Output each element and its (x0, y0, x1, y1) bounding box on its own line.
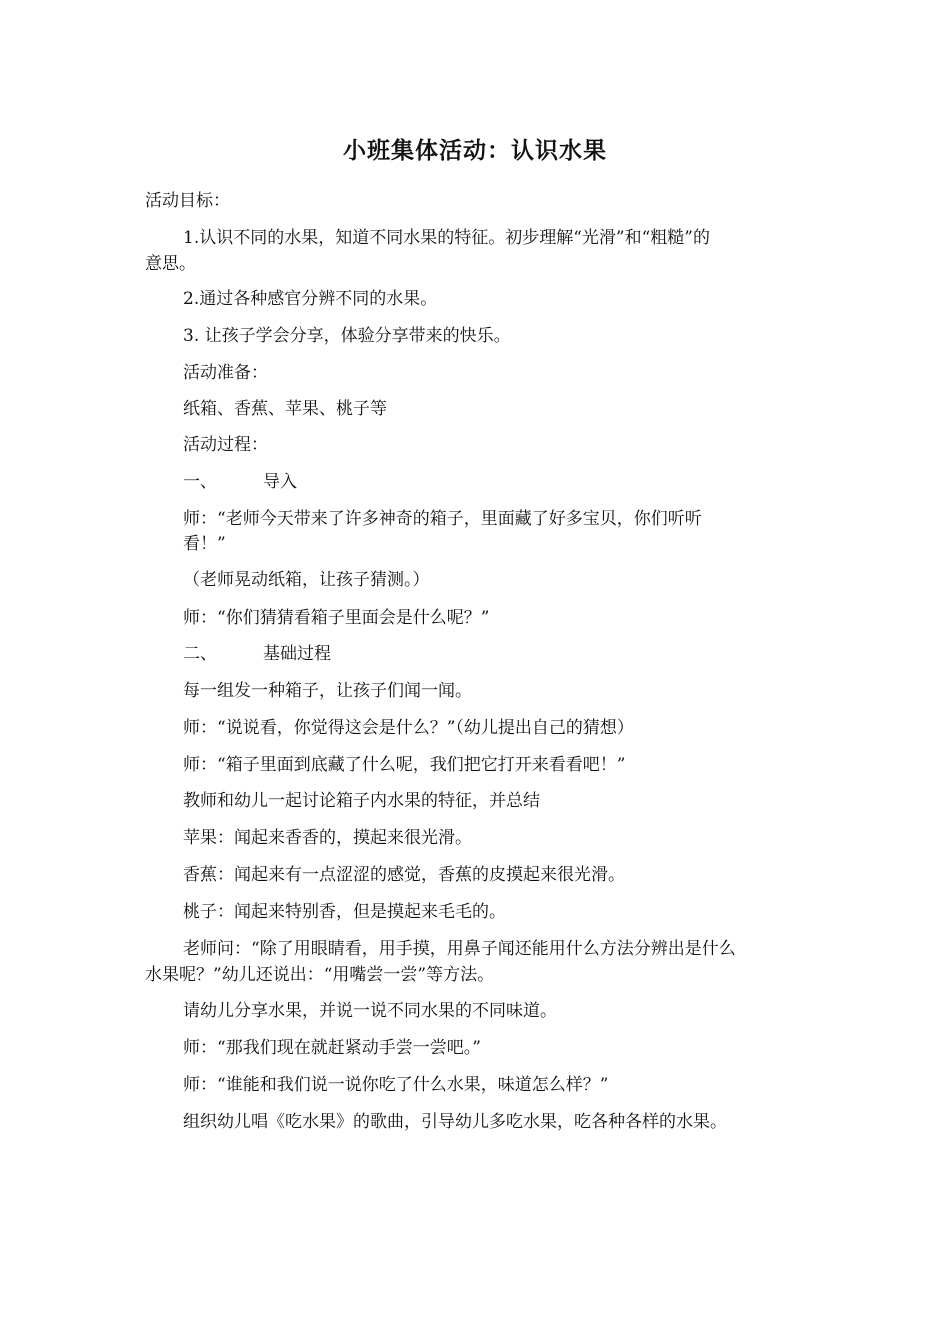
teacher-line-6: 师：“谁能和我们说一说你吃了什么水果，味道怎么样？” (183, 1075, 609, 1095)
section-1-number: 一、 (183, 472, 217, 492)
goals-heading: 活动目标： (145, 191, 230, 211)
section-1-heading (183, 469, 297, 495)
section-2-heading (183, 641, 331, 667)
teacher-line-5: 师：“那我们现在就赶紧动手尝一尝吧。” (183, 1038, 481, 1058)
apple-description: 苹果：闻起来香香的，摸起来很光滑。 (183, 828, 472, 848)
teacher-line-2: 师：“你们猜猜看箱子里面会是什么呢？” (183, 608, 490, 628)
note-1: （老师晃动纸箱，让孩子猜测。） (183, 570, 430, 590)
teacher-line-4: 师：“箱子里面到底藏了什么呢，我们把它打开来看看吧！” (183, 755, 626, 775)
banana-description: 香蕉：闻起来有一点涩涩的感觉，香蕉的皮摸起来很光滑。 (183, 865, 625, 885)
goal-2: 2.通过各种感官分辨不同的水果。 (183, 289, 438, 309)
step-2: 教师和幼儿一起讨论箱子内水果的特征，并总结 (183, 791, 540, 811)
process-heading: 活动过程： (183, 435, 268, 455)
prep-heading: 活动准备： (183, 363, 268, 383)
document-title: 小班集体活动：认识水果 (343, 138, 607, 164)
teacher-question-line1: 老师问：“除了用眼睛看，用手摸，用鼻子闻还能用什么方法分辨出是什么 (183, 939, 736, 959)
song-instruction: 组织幼儿唱《吃水果》的歌曲，引导幼儿多吃水果，吃各种各样的水果。 (183, 1112, 727, 1132)
section-2-number: 二、 (183, 644, 217, 664)
peach-description: 桃子：闻起来特别香，但是摸起来毛毛的。 (183, 902, 506, 922)
section-2-title: 基础过程 (263, 644, 331, 664)
teacher-line-3: 师：“说说看，你觉得这会是什么？”（幼儿提出自己的猜想） (183, 718, 634, 738)
goal-1-line2: 意思。 (145, 254, 196, 274)
section-1-title: 导入 (263, 472, 297, 492)
teacher-question-line2: 水果呢？”幼儿还说出：“用嘴尝一尝”等方法。 (145, 965, 495, 985)
share-instruction: 请幼儿分享水果，并说一说不同水果的不同味道。 (183, 1001, 557, 1021)
step-1: 每一组发一种箱子，让孩子们闻一闻。 (183, 681, 472, 701)
goal-3: 3. 让孩子学会分享，体验分享带来的快乐。 (183, 326, 511, 346)
teacher-line-1b: 看！” (183, 534, 226, 554)
teacher-line-1a: 师：“老师今天带来了许多神奇的箱子，里面藏了好多宝贝，你们听听 (183, 509, 702, 529)
prep-items: 纸箱、香蕉、苹果、桃子等 (183, 399, 387, 419)
goal-1-line1: 1.认识不同的水果，知道不同水果的特征。初步理解“光滑”和“粗糙”的 (183, 228, 710, 248)
